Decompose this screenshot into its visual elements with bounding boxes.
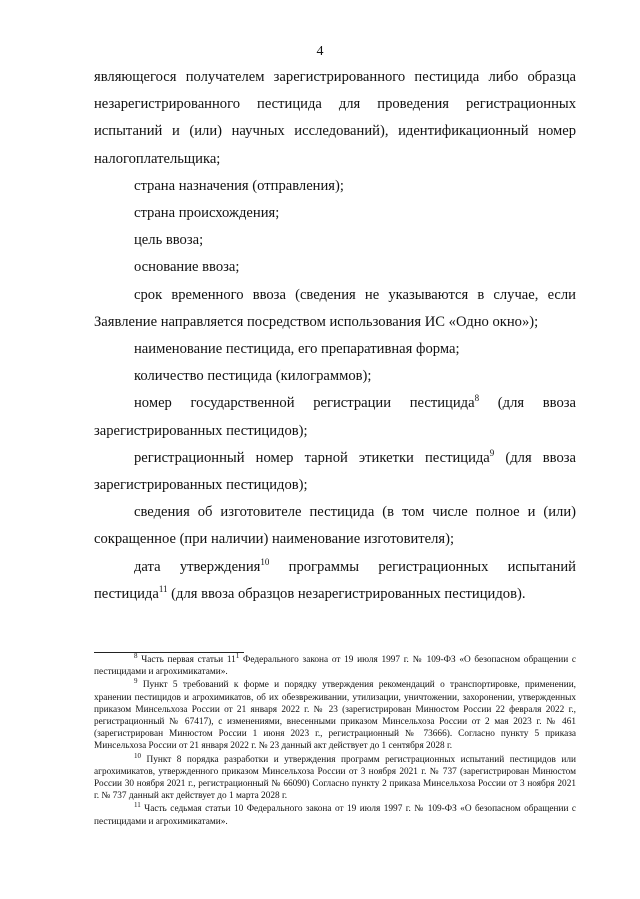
paragraph-manufacturer-info: сведения об изготовителе пестицида (в том числе полное и (или) сокращенное (при наличии) наименование изготовителя);	[94, 504, 576, 548]
footnote-mark: 9	[134, 677, 138, 686]
footnote-8	[94, 651, 577, 678]
paragraph-text: программы регистрационных испытаний пестицида	[94, 558, 576, 602]
footnote-inline-sup: 1	[235, 651, 240, 660]
paragraph-text: регистрационный номер тарной этикетки пестицида	[134, 449, 490, 466]
paragraph-label-number	[94, 445, 576, 499]
paragraph-destination-country: страна назначения (отправления);	[134, 177, 344, 194]
footnote-mark: 11	[134, 801, 141, 810]
paragraph-text: (для ввоза зарегистрированных пестицидов);	[94, 395, 576, 439]
footnote-text: Часть первая статьи 11	[137, 655, 236, 665]
paragraph-import-purpose: цель ввоза;	[134, 232, 204, 249]
paragraph-temporary-import-term: срок временного ввоза (сведения не указываются в случае, если Заявление направляется посредством использования ИС «Одно окно»);	[94, 286, 576, 330]
footnote-text: Часть седьмая статьи 10 Федерального закона от 19 июля 1997 г. № 109-ФЗ «О безопасном обращении с пестицидами и агрохимикатами».	[94, 804, 576, 827]
page-number: 4	[316, 44, 324, 59]
paragraph-text: (для ввоза зарегистрированных пестицидов);	[94, 449, 576, 494]
paragraph-import-basis: основание ввоза;	[134, 259, 240, 276]
paragraph-registration-number	[94, 390, 576, 444]
footnote-text: Пункт 8 порядка разработки и утверждения программ регистрационных испытаний пестицидов или агрохимикатов, утвержденного приказом Минсельхоза России от 3 ноября 2021 г. № 737 (зарегистрирован Минюстом России 30 ноября 2021 г., регистрационный № 66090) Согласно пункту 2 приказа Минсельхоза России от 3 ноября 2021 г. № 737 данный акт действует до 1 марта 2028 г.	[94, 754, 576, 802]
footnote-ref: 8	[474, 393, 480, 404]
footnote-mark: 10	[134, 751, 141, 760]
paragraph-continuation: являющегося получателем зарегистрированного пестицида либо образца незарегистрированного пестицида для проведения регистрационных испытаний и (или) научных исследований), идентификационный номер налогоплательщика;	[94, 69, 576, 167]
paragraph-origin-country: страна происхождения;	[134, 205, 280, 222]
footnote-ref: 10	[260, 556, 270, 567]
footnote-text: Пункт 5 требований к форме и порядку утверждения рекомендаций о транспортировке, применении, хранении пестицидов и агрохимикатов, об их обезвреживании, утилизации, уничтожении, захоронении, утвержденных приказом Минсельхоза России от 21 января 2022 г. № 23 (зарегистрирован Минюстом России 22 февраля 2022 г., регистрационный № 67417), с изменениями, внесенными приказом Минсельхоза России от 2 мая 2023 г. № 461 (зарегистрирован Минюстом России 1 июня 2023 г., регистрационный № 73666). Согласно пункту 5 приказа Минсельхоза России от 21 января 2022 г. № 23 данный акт действует до 1 сентября 2028 г.	[94, 680, 576, 752]
footnote-10	[94, 751, 576, 803]
footnote-divider	[94, 652, 244, 653]
paragraph-pesticide-quantity: количество пестицида (килограммов);	[134, 368, 372, 385]
footnotes	[94, 651, 577, 829]
paragraph-text: (для ввоза образцов незарегистрированных пестицидов).	[167, 585, 526, 602]
footnote-text: Федерального закона от 19 июля 1997 г. № 109-ФЗ «О безопасном обращении с пестицидами и агрохимикатами».	[94, 655, 577, 678]
paragraph-text: номер государственной регистрации пестицида	[134, 395, 475, 412]
paragraph-program-approval-date	[94, 554, 576, 608]
body-text	[94, 64, 576, 608]
paragraph-text: дата утверждения	[134, 558, 261, 575]
footnote-mark: 8	[134, 651, 138, 660]
footnote-11	[94, 803, 576, 827]
paragraph-pesticide-name: наименование пестицида, его препаративная форма;	[134, 341, 460, 358]
footnote-ref: 11	[158, 584, 168, 594]
footnote-9	[94, 679, 576, 752]
footnote-ref: 9	[489, 447, 495, 458]
